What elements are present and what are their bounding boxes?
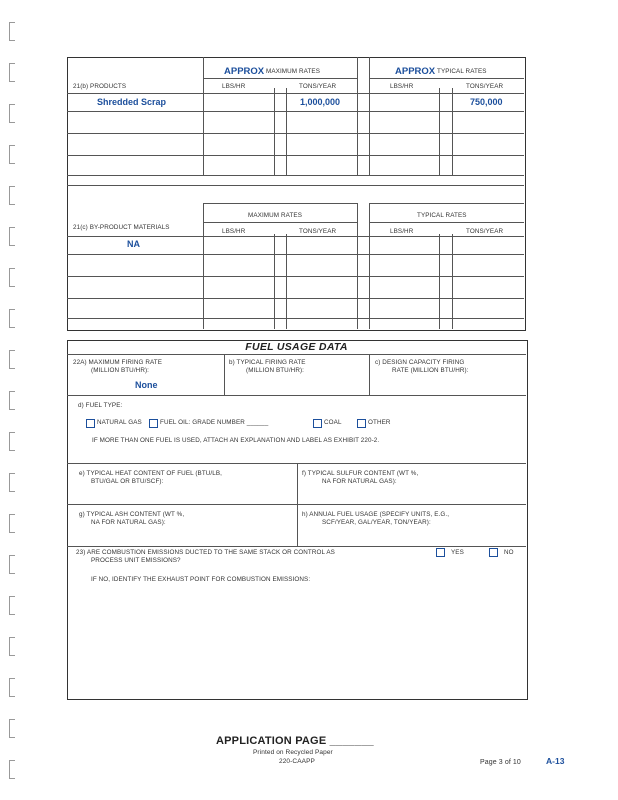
yes-label: YES: [451, 549, 464, 556]
typ-firing-rate-label: b) TYPICAL FIRING RATE: [229, 359, 306, 366]
heat-content-units: BTU/GAL OR BTU/SCF):: [91, 478, 164, 485]
other-label: OTHER: [368, 419, 391, 426]
bp-typ-tons-year-header: TONS/YEAR: [466, 228, 504, 235]
binding-mark: [9, 104, 15, 123]
typ-lbs-hr-header: LBS/HR: [390, 83, 414, 90]
max-lbs-hr-header: LBS/HR: [222, 83, 246, 90]
annual-fuel-usage-label: h) ANNUAL FUEL USAGE (SPECIFY UNITS, E.G.,: [302, 511, 450, 518]
multiple-fuel-note: IF MORE THAN ONE FUEL IS USED, ATTACH AN EXPLANATION AND LABEL AS EXHIBIT 220-2.: [92, 437, 380, 444]
natural-gas-checkbox[interactable]: [86, 419, 95, 428]
binding-mark: [9, 309, 15, 328]
binding-mark: [9, 473, 15, 492]
page-reference: A-13: [546, 756, 565, 766]
yes-checkbox[interactable]: [436, 548, 445, 557]
max-firing-rate-label: 22A) MAXIMUM FIRING RATE: [73, 359, 163, 366]
byproduct-typ-rates-header: TYPICAL RATES: [417, 212, 467, 219]
binding-mark: [9, 350, 15, 369]
max-tons-year-header: TONS/YEAR: [299, 83, 337, 90]
bp-max-tons-year-header: TONS/YEAR: [299, 228, 337, 235]
sulfur-content-units: NA FOR NATURAL GAS):: [322, 478, 397, 485]
bp-typ-lbs-hr-header: LBS/HR: [390, 228, 414, 235]
binding-mark: [9, 145, 15, 164]
design-capacity-label: c) DESIGN CAPACITY FIRING: [375, 359, 465, 366]
binding-mark: [9, 637, 15, 656]
binding-mark: [9, 268, 15, 287]
ash-content-label: g) TYPICAL ASH CONTENT (WT %,: [79, 511, 185, 518]
byproduct-value: NA: [127, 239, 140, 249]
form-number: 220-CAAPP: [279, 758, 315, 765]
product-typ-tons: 750,000: [470, 97, 503, 107]
binding-mark: [9, 432, 15, 451]
application-page-title: APPLICATION PAGE _______: [216, 735, 374, 747]
natural-gas-label: NATURAL GAS: [97, 419, 142, 426]
heat-content-label: e) TYPICAL HEAT CONTENT OF FUEL (BTU/LB,: [79, 470, 223, 477]
binding-mark: [9, 760, 15, 779]
combustion-ducting-question: 23) ARE COMBUSTION EMISSIONS DUCTED TO THE SAME STACK OR CONTROL AS: [76, 549, 335, 556]
design-capacity-units: RATE (MILLION BTU/HR):: [392, 367, 469, 374]
products-label: 21(b) PRODUCTS: [73, 83, 127, 90]
typ-rates-header: TYPICAL RATES: [437, 68, 487, 75]
binding-mark: [9, 391, 15, 410]
binding-mark: [9, 22, 15, 41]
sulfur-content-label: f) TYPICAL SULFUR CONTENT (WT %,: [302, 470, 419, 477]
no-checkbox[interactable]: [489, 548, 498, 557]
exhaust-point-note: IF NO, IDENTIFY THE EXHAUST POINT FOR COMBUSTION EMISSIONS:: [91, 576, 311, 583]
binding-mark: [9, 678, 15, 697]
product-max-tons: 1,000,000: [300, 97, 341, 107]
fuel-usage-title: FUEL USAGE DATA: [245, 341, 348, 353]
binding-mark: [9, 186, 15, 205]
approx-max-label: APPROX: [224, 66, 265, 77]
product-name: Shredded Scrap: [97, 97, 167, 107]
binding-mark: [9, 63, 15, 82]
binding-mark: [9, 555, 15, 574]
max-rates-header: MAXIMUM RATES: [266, 68, 321, 75]
ash-content-units: NA FOR NATURAL GAS):: [91, 519, 166, 526]
byproduct-max-rates-header: MAXIMUM RATES: [248, 212, 303, 219]
max-firing-rate-value: None: [135, 380, 158, 390]
bp-max-lbs-hr-header: LBS/HR: [222, 228, 246, 235]
fuel-oil-label: FUEL OIL: GRADE NUMBER ______: [160, 419, 269, 426]
typ-firing-rate-units: (MILLION BTU/HR):: [246, 367, 305, 374]
combustion-ducting-question-cont: PROCESS UNIT EMISSIONS?: [91, 557, 181, 564]
coal-checkbox[interactable]: [313, 419, 322, 428]
no-label: NO: [504, 549, 514, 556]
fuel-oil-checkbox[interactable]: [149, 419, 158, 428]
other-checkbox[interactable]: [357, 419, 366, 428]
binding-mark: [9, 227, 15, 246]
fuel-type-label: d) FUEL TYPE:: [78, 402, 123, 409]
page-number: Page 3 of 10: [480, 759, 521, 766]
approx-typ-label: APPROX: [395, 66, 436, 77]
annual-fuel-usage-units: SCF/YEAR, GAL/YEAR, TON/YEAR):: [322, 519, 431, 526]
recycled-paper-note: Printed on Recycled Paper: [253, 749, 333, 756]
binding-mark: [9, 514, 15, 533]
binding-mark: [9, 596, 15, 615]
typ-tons-year-header: TONS/YEAR: [466, 83, 504, 90]
max-firing-rate-units: (MILLION BTU/HR):: [91, 367, 150, 374]
coal-label: COAL: [324, 419, 342, 426]
byproducts-label: 21(c) BY-PRODUCT MATERIALS: [73, 224, 170, 231]
binding-mark: [9, 719, 15, 738]
